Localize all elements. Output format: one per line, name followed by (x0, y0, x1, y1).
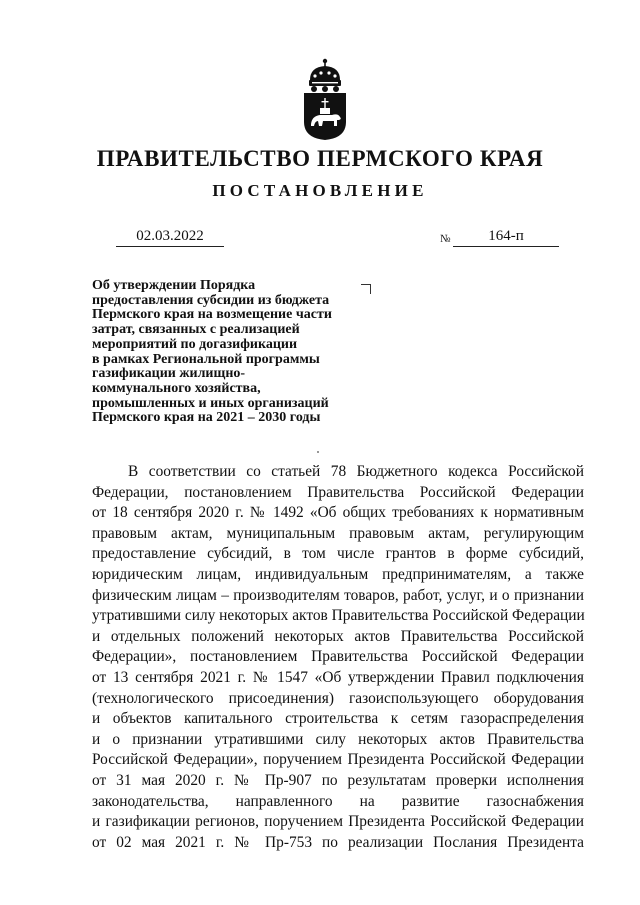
body-line: Федерации», постановлением Правительства Российской Федерации (92, 648, 584, 666)
subject-line: промышленных и иных организаций (92, 395, 329, 411)
body-line: и объектов капитального строительства к сетям газораспределения (92, 710, 584, 728)
body-line: от 02 мая 2021 г. № Пр-753 по реализации Послания Президента (92, 833, 584, 851)
body-line: В соответствии со статьей 78 Бюджетного кодекса Российской (128, 463, 584, 480)
body-line: физическим лицам – производителям товаров, работ, услуг, и о признании (92, 586, 584, 604)
body-line: предоставление субсидий, в том числе грантов в форме субсидий, (92, 545, 584, 563)
body-line: от 31 мая 2020 г. № Пр-907 по результатам проверки исполнения (92, 771, 584, 789)
scan-dot (317, 451, 319, 453)
subject-corner-mark (361, 284, 371, 294)
number-label: № (440, 233, 451, 245)
subject-line: мероприятий по догазификации (92, 336, 298, 352)
body-line: Федерации, постановлением Правительства Российской Федерации (92, 483, 584, 501)
subject-line: предоставления субсидии из бюджета (92, 292, 330, 308)
document-number: 164-п (453, 226, 559, 247)
body-line: утратившими силу некоторых актов Правительства Российской Федерации (92, 607, 585, 625)
subject-line: Пермского края на 2021 – 2030 годы (92, 410, 321, 426)
body-line: и отдельных положений некоторых актов Правительства Российской (92, 627, 584, 645)
body-line: и газификации регионов, поручением Президента Российской Федерации (92, 813, 584, 831)
document-type: ПОСТАНОВЛЕНИЕ (212, 181, 428, 200)
subject-line: Пермского края на возмещение части (92, 307, 332, 323)
body-line: Российской Федерации», поручением Президента Российской Федерации (92, 751, 584, 769)
government-title: ПРАВИТЕЛЬСТВО ПЕРМСКОГО КРАЯ (96, 146, 544, 171)
body-line: правовым актам, муниципальным правовым актам, регулирующим (92, 524, 584, 542)
body-line: от 18 сентября 2020 г. № 1492 «Об общих требованиях к нормативным (92, 504, 584, 522)
subject-line: газификации жилищно- (92, 366, 246, 382)
document-date: 02.03.2022 (116, 226, 224, 247)
body-line: и о признании утратившими силу некоторых актов Правительства (92, 730, 584, 748)
perm-krai-coat-of-arms-icon (302, 58, 348, 140)
subject-line: затрат, связанных с реализацией (92, 322, 300, 338)
document-subject (92, 279, 392, 426)
body-line: (технологического присоединения) газоиспользующего оборудования (92, 689, 584, 707)
subject-line: в рамках Региональной программы (92, 351, 320, 367)
subject-line: Об утверждении Порядка (92, 278, 256, 293)
body-line: юридическим лицам, индивидуальным предпринимателям, а также (92, 565, 584, 583)
subject-line: коммунального хозяйства, (92, 380, 261, 396)
body-line: от 13 сентября 2021 г. № 1547 «Об утверждении Правил подключения (92, 668, 584, 686)
body-line: законодательства, направленного на развитие газоснабжения (92, 792, 584, 810)
document-body (92, 462, 584, 853)
